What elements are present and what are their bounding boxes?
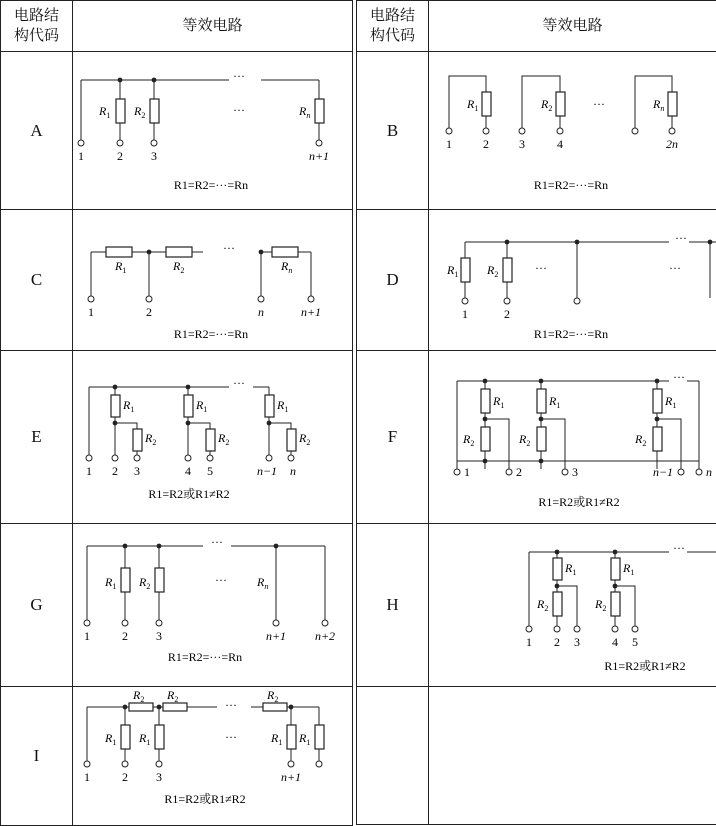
svg-text:R1: $R_1$ bbox=[622, 561, 634, 577]
table-row bbox=[357, 524, 716, 687]
ellipsis: ··· bbox=[225, 698, 237, 712]
circuit-diagram-e bbox=[73, 351, 353, 523]
svg-text:R2: $R_2$ bbox=[594, 597, 606, 613]
circuit-cell-g bbox=[73, 524, 353, 687]
table-row bbox=[1, 52, 353, 210]
svg-text:R1: $R_1$ bbox=[664, 394, 676, 410]
terminal-label: 1 bbox=[462, 307, 468, 321]
terminal-label: n+1 bbox=[281, 770, 301, 784]
terminal-label: 3 bbox=[574, 635, 580, 649]
terminal-label: 3 bbox=[134, 464, 140, 478]
svg-text:Rn: $R_n$ bbox=[256, 575, 268, 591]
table-row bbox=[1, 524, 353, 687]
svg-text:···: ··· bbox=[535, 261, 547, 275]
empty-cell bbox=[429, 687, 716, 825]
terminal-label: 3 bbox=[156, 629, 162, 643]
header-row bbox=[1, 1, 353, 52]
svg-text:Rn: $R_n$ bbox=[280, 259, 292, 275]
svg-text:R2: $R_2$ bbox=[462, 432, 474, 448]
svg-text:R1: $R_1$ bbox=[548, 394, 560, 410]
terminal-label: 3 bbox=[151, 149, 157, 163]
svg-text:R1: $R_1$ bbox=[270, 731, 282, 747]
header-row bbox=[357, 1, 716, 52]
terminal-label: 5 bbox=[632, 635, 638, 649]
caption: R1=R2或R1≠R2 bbox=[148, 487, 229, 501]
svg-text:R2: $R_2$ bbox=[540, 97, 552, 113]
resistor-pair bbox=[462, 379, 509, 469]
ellipsis: ··· bbox=[673, 370, 685, 384]
svg-text:···: ··· bbox=[225, 730, 237, 744]
terminal-label: 2 bbox=[504, 307, 510, 321]
ellipsis: ··· bbox=[211, 535, 223, 549]
ellipsis: ··· bbox=[673, 541, 685, 555]
terminal-label: 1 bbox=[84, 629, 90, 643]
caption: R1=R2或R1≠R2 bbox=[538, 495, 619, 509]
circuit-cell-f bbox=[429, 351, 716, 524]
svg-text:R2: $R_2$ bbox=[518, 432, 530, 448]
terminal-label: 2n bbox=[666, 137, 678, 151]
row-code: F bbox=[357, 351, 429, 524]
resistor-rn bbox=[315, 99, 324, 123]
circuit-cell-d bbox=[429, 210, 716, 351]
table-row bbox=[1, 687, 353, 826]
svg-text:R1: $R_1$ bbox=[104, 575, 116, 591]
ellipsis: ··· bbox=[593, 97, 605, 111]
caption: R1=R2=···=Rn bbox=[534, 327, 608, 341]
circuit-column-header: 等效电路 bbox=[73, 1, 353, 52]
circuit-diagram-d bbox=[429, 210, 716, 350]
code-header-line2: 构代码 bbox=[370, 28, 415, 44]
resistor-pair bbox=[634, 379, 681, 469]
circuit-column-header: 等效电路 bbox=[429, 1, 716, 52]
terminal-label: 4 bbox=[185, 464, 191, 478]
svg-text:R2: $R_2$ bbox=[138, 575, 150, 591]
terminal-label: n+1 bbox=[301, 305, 321, 319]
terminal-label: 3 bbox=[156, 770, 162, 784]
row-code: B bbox=[357, 52, 429, 210]
terminal-label: 2 bbox=[483, 137, 489, 151]
terminal-label: n bbox=[706, 465, 712, 479]
svg-text:R1: $R_1$ bbox=[492, 394, 504, 410]
table-row bbox=[1, 351, 353, 524]
terminal-label: 2 bbox=[146, 305, 152, 319]
resistor-r2 bbox=[150, 99, 159, 123]
circuit-diagram-a bbox=[73, 52, 353, 209]
svg-text:R2: $R_2$ bbox=[266, 688, 278, 704]
svg-text:R2: $R_2$ bbox=[298, 431, 310, 447]
resistor-r1 bbox=[116, 99, 125, 123]
resistor-pair bbox=[594, 550, 635, 626]
terminal-label: n−1 bbox=[653, 465, 673, 479]
table-row bbox=[357, 210, 716, 351]
left-table bbox=[0, 0, 353, 826]
circuit-cell-h bbox=[429, 524, 716, 687]
terminal-label: 1 bbox=[88, 305, 94, 319]
terminal-label: 1 bbox=[86, 464, 92, 478]
caption: R1=R2或R1≠R2 bbox=[604, 659, 685, 673]
svg-text:···: ··· bbox=[669, 261, 681, 275]
circuit-cell-a bbox=[73, 52, 353, 210]
circuit-diagram-i bbox=[73, 687, 353, 825]
terminal-label: 5 bbox=[207, 464, 213, 478]
svg-text:R1: $R_1$ bbox=[466, 97, 478, 113]
circuit-diagram-b bbox=[429, 52, 716, 209]
svg-text:R2: $R_2$ bbox=[634, 432, 646, 448]
svg-text:R1: $R_1$ bbox=[122, 398, 134, 414]
ellipsis: ··· bbox=[233, 69, 245, 83]
table-row bbox=[357, 52, 716, 210]
table-row bbox=[1, 210, 353, 351]
terminal-label: 1 bbox=[526, 635, 532, 649]
row-code: E bbox=[1, 351, 73, 524]
row-code: H bbox=[357, 524, 429, 687]
terminal-label: n+1 bbox=[309, 149, 329, 163]
resistor-pair bbox=[184, 385, 229, 455]
code-column-header bbox=[1, 1, 73, 52]
terminal-label: n+1 bbox=[266, 629, 286, 643]
svg-text:R1: $R_1$ bbox=[114, 259, 126, 275]
terminal-label: n−1 bbox=[257, 464, 277, 478]
svg-text:R1: $R_1$ bbox=[104, 731, 116, 747]
terminal-label: 2 bbox=[117, 149, 123, 163]
terminal-label: 3 bbox=[572, 465, 578, 479]
terminal-label: 2 bbox=[112, 464, 118, 478]
ellipsis: ··· bbox=[675, 231, 687, 245]
table-row-empty bbox=[357, 687, 716, 825]
terminal-label: 1 bbox=[464, 465, 470, 479]
svg-text:R1: $R_1$ bbox=[446, 263, 458, 279]
svg-text:R1: $R_1$ bbox=[195, 398, 207, 414]
terminal-label: n+2 bbox=[315, 629, 335, 643]
ellipsis: ··· bbox=[233, 376, 245, 390]
svg-text:R1: $R_1$ bbox=[564, 561, 576, 577]
row-code: A bbox=[1, 52, 73, 210]
svg-text:R1: $R_1$ bbox=[276, 398, 288, 414]
svg-text:···: ··· bbox=[215, 573, 227, 587]
terminal-label: 1 bbox=[84, 770, 90, 784]
row-code: G bbox=[1, 524, 73, 687]
svg-text:R2: $R_2$ bbox=[144, 431, 156, 447]
row-code: C bbox=[1, 210, 73, 351]
svg-text:R2: $R_2$ bbox=[536, 597, 548, 613]
svg-text:R1: $R_1$ bbox=[98, 104, 110, 120]
row-code: D bbox=[357, 210, 429, 351]
circuit-diagram-c bbox=[73, 210, 353, 350]
svg-text:Rn: $R_n$ bbox=[298, 104, 310, 120]
svg-text:R1: $R_1$ bbox=[298, 731, 310, 747]
resistor-pair bbox=[111, 385, 156, 455]
code-column-header bbox=[357, 1, 429, 52]
ellipsis: ··· bbox=[223, 241, 235, 255]
resistor-pair bbox=[518, 379, 565, 469]
svg-text:Rn: $R_n$ bbox=[652, 97, 664, 113]
svg-text:R2: $R_2$ bbox=[166, 688, 178, 704]
caption: R1=R2=···=Rn bbox=[174, 327, 248, 341]
svg-text:R2: $R_2$ bbox=[172, 259, 184, 275]
resistor-pair bbox=[265, 387, 310, 455]
circuit-diagram-h bbox=[429, 524, 716, 686]
code-header-line1: 电路结 bbox=[14, 8, 59, 24]
terminal-label: 2 bbox=[516, 465, 522, 479]
right-table bbox=[356, 0, 716, 825]
terminal-label: 3 bbox=[519, 137, 525, 151]
circuit-diagram-g bbox=[73, 524, 353, 686]
terminal-label: 4 bbox=[557, 137, 563, 151]
code-header-line2: 构代码 bbox=[14, 28, 59, 44]
svg-text:···: ··· bbox=[233, 103, 245, 117]
svg-text:R2: $R_2$ bbox=[132, 688, 144, 704]
circuit-diagram-f bbox=[429, 351, 716, 523]
caption: R1=R2=···=Rn bbox=[534, 178, 608, 192]
svg-text:R2: $R_2$ bbox=[217, 431, 229, 447]
empty-cell bbox=[357, 687, 429, 825]
terminal-label: n bbox=[290, 464, 296, 478]
terminal-label: n bbox=[258, 305, 264, 319]
code-header-line1: 电路结 bbox=[370, 8, 415, 24]
circuit-cell-c bbox=[73, 210, 353, 351]
circuit-cell-e bbox=[73, 351, 353, 524]
circuit-cell-b bbox=[429, 52, 716, 210]
terminal-label: 2 bbox=[554, 635, 560, 649]
caption: R1=R2=···=Rn bbox=[174, 178, 248, 192]
circuit-cell-i bbox=[73, 687, 353, 826]
terminal-label: 2 bbox=[122, 629, 128, 643]
terminal-label: 1 bbox=[446, 137, 452, 151]
svg-text:R1: $R_1$ bbox=[138, 731, 150, 747]
resistor-pair bbox=[536, 550, 577, 626]
terminal-label: 4 bbox=[612, 635, 618, 649]
caption: R1=R2=···=Rn bbox=[168, 650, 242, 664]
caption: R1=R2或R1≠R2 bbox=[164, 792, 245, 806]
terminal-label: 2 bbox=[122, 770, 128, 784]
svg-text:R2: $R_2$ bbox=[486, 263, 498, 279]
svg-text:R2: $R_2$ bbox=[133, 104, 145, 120]
terminal-label: 1 bbox=[78, 149, 84, 163]
table-row bbox=[357, 351, 716, 524]
row-code: I bbox=[1, 687, 73, 826]
